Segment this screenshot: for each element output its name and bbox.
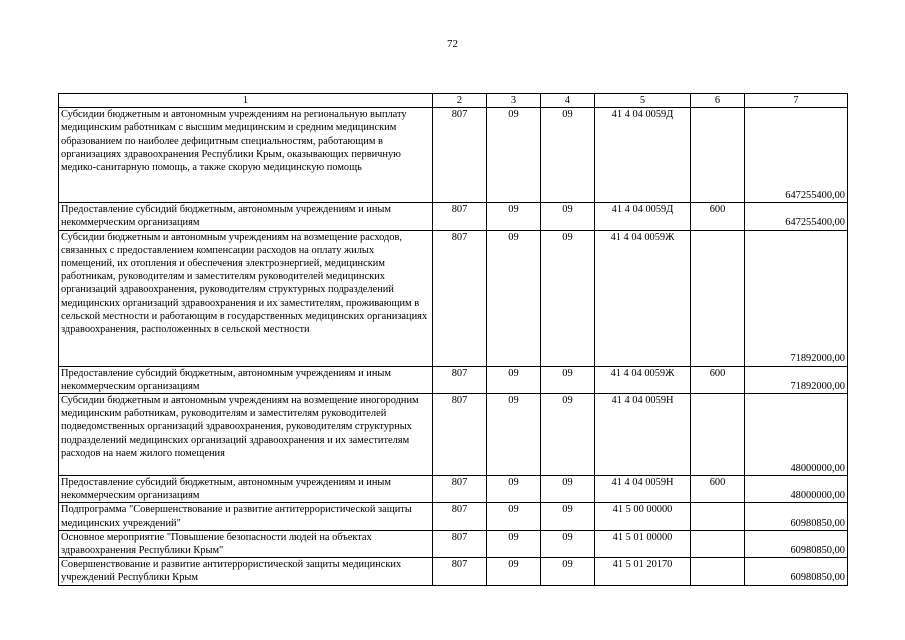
row-section: 09 [487, 503, 541, 530]
row-target-article: 41 4 04 0059Н [595, 394, 691, 476]
row-admin-code: 807 [433, 503, 487, 530]
row-name: Субсидии бюджетным и автономным учреждениям на возмещение иногородним медицинским работникам, руководителям и заместителям руководителей подведомственных организаций здравоохранения, руководителям структурных подразделений медицинских организаций здравоохранения и их заместителям расходов на наем жилого помещения [59, 394, 433, 476]
table-header-row [59, 94, 848, 108]
row-amount: 647255400,00 [745, 203, 848, 230]
header-cell: 7 [745, 94, 848, 108]
row-expense-type: 600 [691, 476, 745, 503]
row-subsection: 09 [541, 476, 595, 503]
row-admin-code: 807 [433, 530, 487, 557]
row-subsection: 09 [541, 558, 595, 585]
row-section: 09 [487, 394, 541, 476]
row-subsection: 09 [541, 230, 595, 366]
row-subsection: 09 [541, 366, 595, 393]
row-admin-code: 807 [433, 558, 487, 585]
row-subsection: 09 [541, 203, 595, 230]
table-row [59, 394, 848, 476]
row-target-article: 41 5 01 00000 [595, 530, 691, 557]
row-amount: 647255400,00 [745, 108, 848, 203]
row-section: 09 [487, 108, 541, 203]
table-row [59, 108, 848, 203]
row-target-article: 41 5 01 20170 [595, 558, 691, 585]
row-name: Предоставление субсидий бюджетным, автономным учреждениям и иным некоммерческим организациям [59, 203, 433, 230]
row-admin-code: 807 [433, 476, 487, 503]
row-admin-code: 807 [433, 366, 487, 393]
table-row [59, 476, 848, 503]
row-subsection: 09 [541, 530, 595, 557]
row-target-article: 41 5 00 00000 [595, 503, 691, 530]
row-amount: 60980850,00 [745, 558, 848, 585]
header-cell: 2 [433, 94, 487, 108]
row-target-article: 41 4 04 0059Д [595, 203, 691, 230]
row-target-article: 41 4 04 0059Н [595, 476, 691, 503]
row-name: Основное мероприятие "Повышение безопасности людей на объектах здравоохранения Республики Крым" [59, 530, 433, 557]
row-name: Совершенствование и развитие антитеррористической защиты медицинских учреждений Республики Крым [59, 558, 433, 585]
row-admin-code: 807 [433, 108, 487, 203]
row-expense-type: 600 [691, 203, 745, 230]
table-row [59, 366, 848, 393]
row-section: 09 [487, 366, 541, 393]
row-section: 09 [487, 203, 541, 230]
row-subsection: 09 [541, 394, 595, 476]
row-section: 09 [487, 230, 541, 366]
row-name: Субсидии бюджетным и автономным учреждениям на региональную выплату медицинским работникам с высшим медицинским и средним медицинским образованием по наиболее дефицитным специальностям, работающим в организациях здравоохранения Республики Крым, оказывающих первичную медико-санитарную помощь, а также скорую медицинскую помощь [59, 108, 433, 203]
row-name: Подпрограмма "Совершенствование и развитие антитеррористической защиты медицинских учреждений" [59, 503, 433, 530]
row-target-article: 41 4 04 0059Ж [595, 230, 691, 366]
row-admin-code: 807 [433, 203, 487, 230]
row-section: 09 [487, 476, 541, 503]
budget-table [58, 93, 848, 586]
row-expense-type [691, 230, 745, 366]
row-expense-type [691, 558, 745, 585]
row-subsection: 09 [541, 503, 595, 530]
table-row [59, 558, 848, 585]
row-amount: 71892000,00 [745, 366, 848, 393]
row-expense-type [691, 108, 745, 203]
row-expense-type: 600 [691, 366, 745, 393]
header-cell: 5 [595, 94, 691, 108]
row-amount: 60980850,00 [745, 503, 848, 530]
row-amount: 60980850,00 [745, 530, 848, 557]
table-row [59, 503, 848, 530]
row-expense-type [691, 503, 745, 530]
row-target-article: 41 4 04 0059Д [595, 108, 691, 203]
row-admin-code: 807 [433, 230, 487, 366]
row-name: Предоставление субсидий бюджетным, автономным учреждениям и иным некоммерческим организациям [59, 476, 433, 503]
header-cell: 4 [541, 94, 595, 108]
header-cell: 3 [487, 94, 541, 108]
row-section: 09 [487, 530, 541, 557]
page-number: 72 [447, 38, 458, 50]
table-row [59, 230, 848, 366]
row-amount: 71892000,00 [745, 230, 848, 366]
row-amount: 48000000,00 [745, 476, 848, 503]
header-cell: 1 [59, 94, 433, 108]
row-admin-code: 807 [433, 394, 487, 476]
header-cell: 6 [691, 94, 745, 108]
row-name: Субсидии бюджетным и автономным учреждениям на возмещение расходов, связанных с предоставлением компенсации расходов на оплату жилых помещений, их отопления и обеспечения электроэнергией, медицинским работникам, руководителям и заместителям руководителей медицинских организаций здравоохранения, руководителям структурных подразделений медицинских организаций здравоохранения и их заместителям, проживающим в сельской местности и работающим в государственных медицинских организациях здравоохранения, расположенных в сельской местности [59, 230, 433, 366]
row-expense-type [691, 394, 745, 476]
row-expense-type [691, 530, 745, 557]
row-name: Предоставление субсидий бюджетным, автономным учреждениям и иным некоммерческим организациям [59, 366, 433, 393]
row-section: 09 [487, 558, 541, 585]
table-row [59, 203, 848, 230]
table-row [59, 530, 848, 557]
row-subsection: 09 [541, 108, 595, 203]
row-target-article: 41 4 04 0059Ж [595, 366, 691, 393]
row-amount: 48000000,00 [745, 394, 848, 476]
